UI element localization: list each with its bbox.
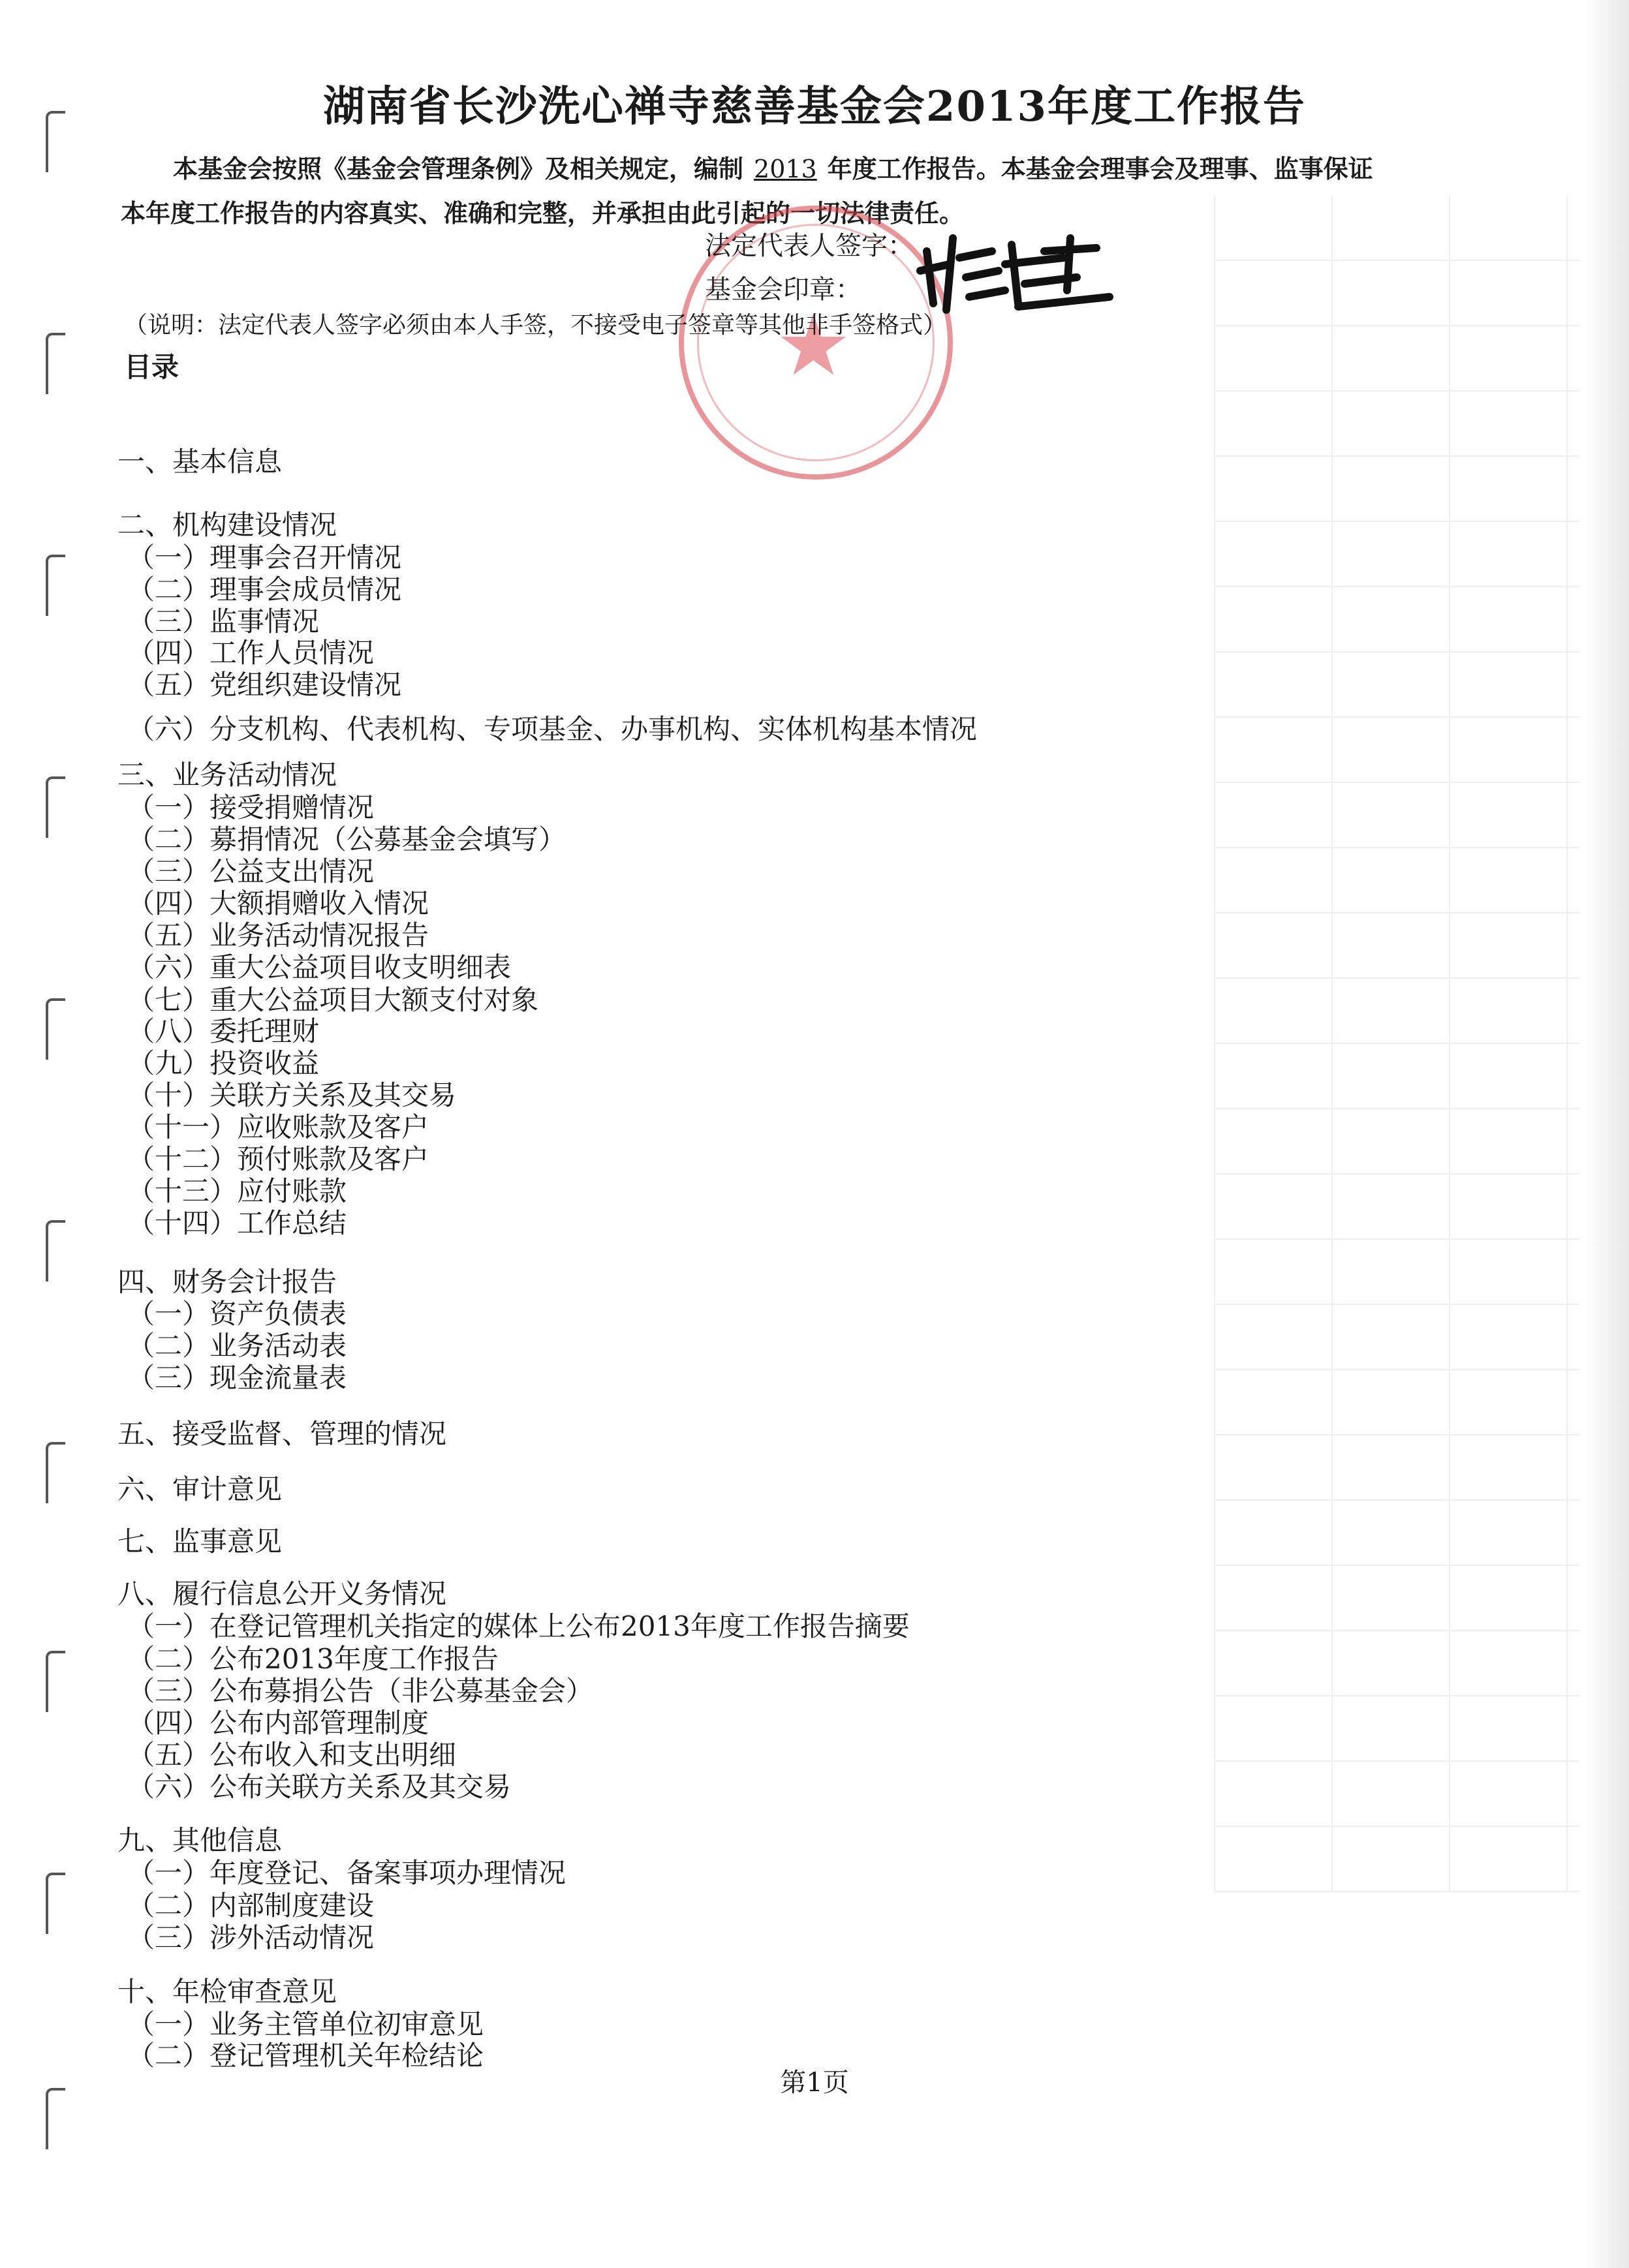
toc-item: （三）涉外活动情况	[127, 1922, 375, 1954]
toc-section: 一、基本信息	[117, 446, 283, 478]
toc-item: （二）募捐情况（公募基金会填写）	[127, 823, 566, 855]
toc-item: （二）理事会成员情况	[127, 574, 402, 605]
intro-text: 年度工作报告。本基金会理事会及理事、监事保证	[827, 154, 1373, 183]
binder-mark	[46, 555, 65, 616]
toc-heading: 目录	[124, 351, 179, 383]
scan-edge-shadow	[1583, 0, 1629, 2268]
toc-item: （五）公布收入和支出明细	[127, 1739, 457, 1771]
toc-item: （十）关联方关系及其交易	[127, 1079, 457, 1111]
toc-item: （一）接受捐赠情况	[127, 791, 375, 823]
toc-item: （三）现金流量表	[127, 1362, 347, 1394]
binder-mark	[46, 1873, 65, 1934]
toc-item: （四）大额捐赠收入情况	[127, 887, 429, 919]
toc-section: 二、机构建设情况	[117, 509, 337, 541]
toc-section: 七、监事意见	[117, 1525, 283, 1557]
toc-item: （六）分支机构、代表机构、专项基金、办事机构、实体机构基本情况	[127, 713, 978, 745]
toc-item: （三）监事情况	[127, 605, 320, 637]
toc-section: 三、业务活动情况	[117, 759, 337, 791]
report-title: 湖南省长沙洗心禅寺慈善基金会2013年度工作报告	[322, 82, 1307, 131]
binder-mark	[46, 998, 65, 1060]
binder-mark	[46, 776, 65, 838]
toc-item: （三）公布募捐公告（非公募基金会）	[127, 1675, 594, 1707]
toc-item: （十四）工作总结	[127, 1207, 347, 1239]
binder-mark	[46, 1651, 65, 1712]
toc-section: 十、年检审查意见	[117, 1976, 337, 2008]
toc-section: 八、履行信息公开义务情况	[117, 1578, 447, 1610]
foundation-seal-label: 基金会印章：	[705, 275, 861, 305]
star-icon: ★	[775, 296, 852, 395]
toc-item: （二）公布2013年度工作报告	[127, 1643, 499, 1675]
toc-item: （四）工作人员情况	[127, 637, 375, 669]
page-number: 第1页	[780, 2068, 849, 2098]
toc-item: （一）资产负债表	[127, 1298, 347, 1330]
intro-year: 2013	[754, 155, 817, 183]
toc-item: （一）在登记管理机关指定的媒体上公布2013年度工作报告摘要	[127, 1610, 910, 1642]
toc-item: （十一）应收账款及客户	[127, 1111, 429, 1143]
toc-item: （三）公益支出情况	[127, 855, 375, 887]
toc-item: （八）委托理财	[127, 1015, 320, 1047]
toc-item: （二）业务活动表	[127, 1330, 347, 1362]
toc-item: （五）党组织建设情况	[127, 669, 402, 701]
toc-item: （一）理事会召开情况	[127, 542, 402, 574]
binder-mark	[46, 1442, 65, 1503]
toc-item: （四）公布内部管理制度	[127, 1707, 429, 1739]
toc-item: （九）投资收益	[127, 1047, 320, 1079]
toc-item: （一）年度登记、备案事项办理情况	[127, 1857, 566, 1889]
toc-item: （二）登记管理机关年检结论	[127, 2040, 484, 2072]
toc-item: （二）内部制度建设	[127, 1890, 375, 1922]
bleed-through-table	[1214, 196, 1579, 1892]
toc-item: （五）业务活动情况报告	[127, 919, 429, 951]
toc-item: （六）重大公益项目收支明细表	[127, 951, 512, 983]
toc-item: （六）公布关联方关系及其交易	[127, 1771, 512, 1803]
toc-section: 九、其他信息	[117, 1824, 283, 1856]
toc-item: （七）重大公益项目大额支付对象	[127, 984, 539, 1016]
toc-section: 四、财务会计报告	[117, 1266, 337, 1298]
binder-mark	[46, 333, 65, 394]
toc-item: （十二）预付账款及客户	[127, 1143, 429, 1175]
intro-text: 本基金会按照《基金会管理条例》及相关规定，编制	[173, 154, 744, 183]
legal-rep-signature-label: 法定代表人签字：	[705, 231, 914, 261]
toc-item: （十三）应付账款	[127, 1175, 347, 1207]
binder-mark	[46, 1220, 65, 1281]
toc-section: 五、接受监督、管理的情况	[117, 1418, 447, 1450]
toc-section: 六、审计意见	[117, 1473, 283, 1505]
signature-note: （说明：法定代表人签字必须由本人手签，不接受电子签章等其他非手签格式）	[124, 312, 947, 339]
intro-text: 本年度工作报告的内容真实、准确和完整，并承担由此引起的一切法律责任。	[121, 198, 965, 228]
toc-item: （一）业务主管单位初审意见	[127, 2008, 484, 2040]
